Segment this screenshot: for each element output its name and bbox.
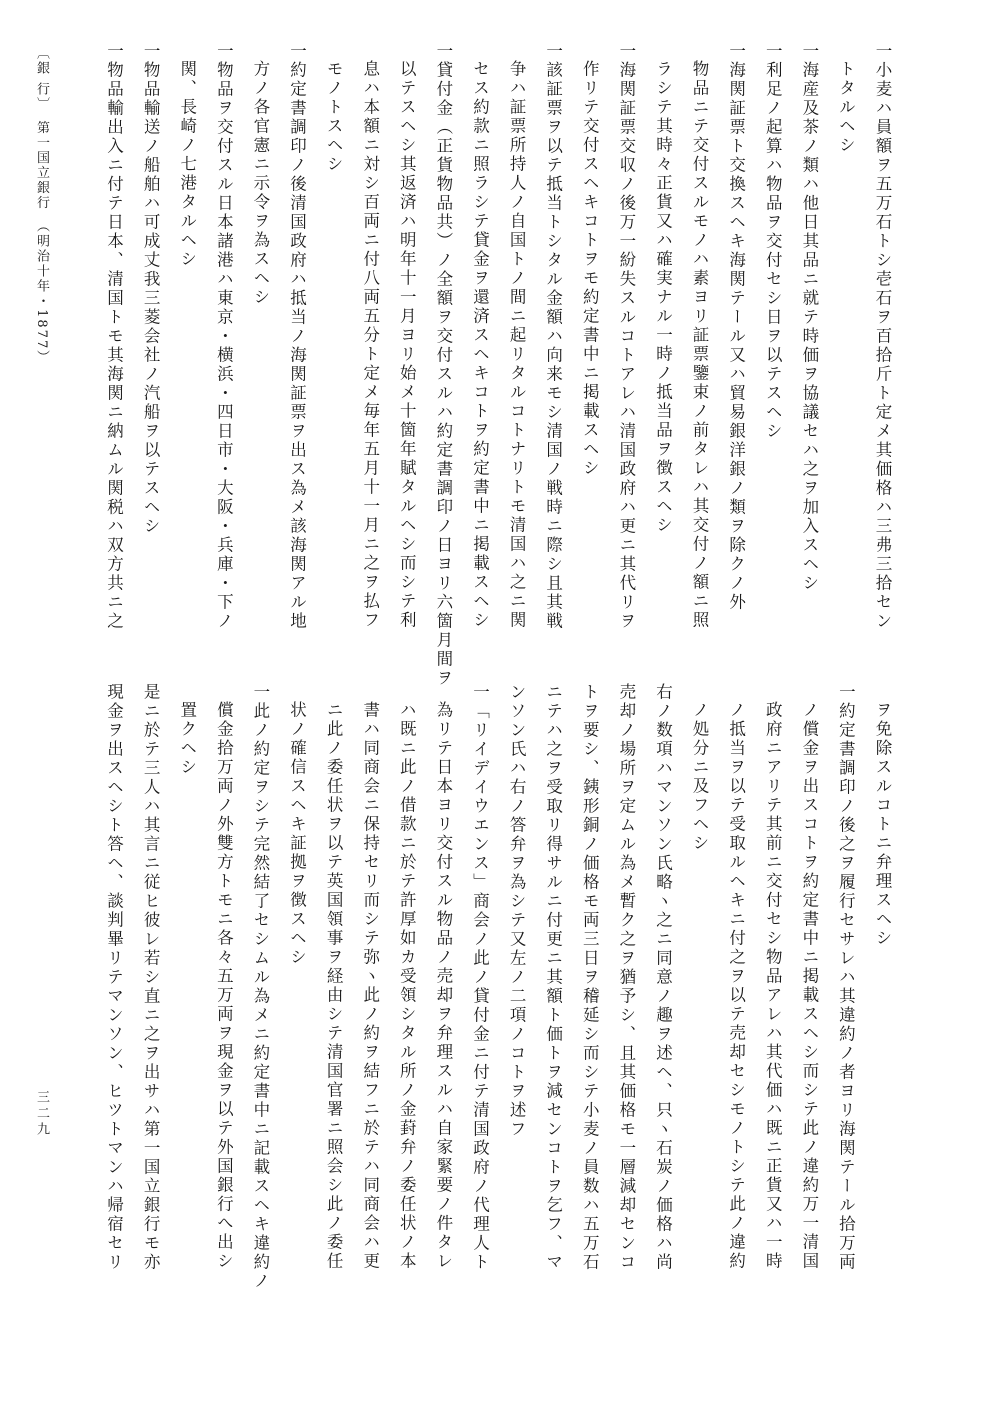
text-line: セス約款ニ照ラシテ貸金ヲ還済スヘキコトヲ約定書中ニ掲載スヘシ bbox=[470, 60, 490, 630]
text-line: ノ償金ヲ出スコトヲ約定書中ニ掲載スヘシ而シテ此ノ違約万一清国 bbox=[799, 701, 819, 1271]
text-line: 一「リイデイウエンス」商会ノ此ノ貸付金ニ付テ清国政府ノ代理人ト bbox=[470, 683, 490, 1272]
text-line: 書ハ同商会ニ保持セリ而シテ弥ヽ此ノ約ヲ結フニ於テハ同商会ハ更 bbox=[360, 701, 380, 1271]
text-line: 作リテ交付スヘキコトヲモ約定書中ニ掲載スヘシ bbox=[580, 60, 600, 478]
text-line: 一海産及茶ノ類ハ他日其品ニ就テ時価ヲ協議セハ之ヲ加入スヘシ bbox=[799, 42, 819, 593]
running-header: 〔銀 行〕 第一国立銀行 （明治十年・1877） bbox=[34, 46, 49, 366]
text-line: 物品ニテ交付スルモノハ素ヨリ証票鑒束ノ前タレハ其交付ノ額ニ照 bbox=[690, 60, 710, 630]
text-line: ハ既ニ此ノ借款ニ於テ許厚如カ受領シタル所ノ金葑弁ノ委任状ノ本 bbox=[397, 701, 417, 1271]
text-line: トタルヘシ bbox=[836, 60, 856, 155]
text-line: ノ処分ニ及フヘシ bbox=[690, 701, 710, 853]
text-line: 置クヘシ bbox=[177, 701, 197, 777]
text-line: 一小麦ハ員額ヲ五万石トシ壱石ヲ百拾斤ト定メ其価格ハ三弗三拾セン bbox=[873, 42, 892, 631]
text-line: 関、長崎ノ七港タルヘシ bbox=[177, 60, 197, 269]
text-line: 一物品輸出入ニ付テ日本、清国トモ其海関ニ納ムル関税ハ双方共ニ之 bbox=[104, 42, 124, 631]
text-line: ニ此ノ委任状ヲ以テ英国領事ヲ経由シテ清国官署ニ照会シ此ノ委任 bbox=[324, 701, 344, 1271]
text-line: 一約定書調印ノ後清国政府ハ抵当ノ海関証票ヲ出ス為メ該海関アル地 bbox=[287, 42, 307, 631]
text-line: ノ抵当ヲ以テ受取ルヘキニ付之ヲ以テ売却セシモノトシテ此ノ違約 bbox=[726, 701, 746, 1271]
text-line: 売却ノ場所ヲ定ムル為メ暫ク之ヲ猶予シ、且其価格モ一層減却センコ bbox=[616, 683, 636, 1272]
text-line: 是ニ於テ三人ハ其言ニ従ヒ彼レ若シ直ニ之ヲ出サハ第一国立銀行モ亦 bbox=[141, 683, 161, 1272]
text-line: 償金拾万両ノ外雙方トモニ各々五万両ヲ現金ヲ以テ外国銀行へ出シ bbox=[214, 701, 234, 1271]
text-line: 為リテ日本ヨリ交付スル物品ノ売却ヲ弁理スルハ自家緊要ノ件タレ bbox=[433, 701, 453, 1271]
text-line: 一物品輸送ノ船舶ハ可成丈我三菱会社ノ汽船ヲ以テスヘシ bbox=[141, 42, 161, 536]
text-line: ンソン氏ハ右ノ答弁ヲ為シテ又左ノ二項ノコトヲ述フ bbox=[507, 683, 527, 1139]
text-line: ニテハ之ヲ受取リ得サルニ付更ニ其額ト価トヲ減センコトヲ乞フ、マ bbox=[543, 683, 563, 1272]
text-line: 一海関証票交収ノ後万一紛失スルコトアレハ清国政府ハ更ニ其代リヲ bbox=[616, 42, 636, 631]
text-line: 状ノ確信スヘキ証拠ヲ徴スヘシ bbox=[287, 701, 307, 967]
text-line: 一約定書調印ノ後之ヲ履行セサレハ其違約ノ者ヨリ海関テール拾万両 bbox=[836, 683, 856, 1272]
text-line: 争ハ証票所持人ノ自国トノ間ニ起リタルコトナリトモ清国ハ之ニ関 bbox=[507, 60, 527, 630]
text-line: 一物品ヲ交付スル日本諸港ハ東京・横浜・四日市・大阪・兵庫・下ノ bbox=[214, 42, 234, 631]
upper-text-block bbox=[95, 42, 900, 688]
text-line: 一該証票ヲ以テ抵当トシタル金額ハ向来モシ清国ノ戦時ニ際シ且其戦 bbox=[543, 42, 563, 631]
text-line: 方ノ各官憲ニ示令ヲ為スヘシ bbox=[250, 60, 270, 307]
text-line: トヲ要シ、銕形銅ノ価格モ両三日ヲ稽延シ而シテ小麦ノ員数ハ五万石 bbox=[580, 683, 600, 1272]
text-line: ヲ免除スルコトニ弁理スヘシ bbox=[873, 701, 892, 948]
text-line: ラシテ其時々正貨又ハ確実ナル一時ノ抵当品ヲ徴スヘシ bbox=[653, 60, 673, 535]
text-line: 現金ヲ出スヘシト答ヘ、談判畢リテマンソン、ヒツトマンハ帰宿セリ bbox=[104, 683, 124, 1272]
text-line: 以テスヘシ其返済ハ明年十一月ヨリ始メ十箇年賦タルヘシ而シテ利 bbox=[397, 60, 417, 630]
text-line: 一此ノ約定ヲシテ完然結了セシムル為メニ約定書中ニ記載スヘキ違約ノ bbox=[250, 683, 270, 1291]
text-line: 政府ニアリテ其前ニ交付セシ物品アレハ其代価ハ既ニ正貨又ハ一時 bbox=[763, 701, 783, 1271]
text-line: 息ハ本額ニ対シ百両ニ付八両五分ト定メ毎年五月十一月ニ之ヲ払フ bbox=[360, 60, 380, 630]
page-number: 三二九 bbox=[34, 1090, 49, 1138]
text-line: 一貸付金（正貨物品共）ノ全額ヲ交付スルハ約定書調印ノ日ヨリ六箇月間ヲ bbox=[433, 42, 453, 688]
text-line: 一利足ノ起算ハ物品ヲ交付セシ日ヲ以テスヘシ bbox=[763, 42, 783, 441]
lower-text-block bbox=[95, 683, 900, 1303]
text-line: モノトスヘシ bbox=[324, 60, 344, 174]
text-line: 右ノ数項ハマンソン氏略ヽ之ニ同意ノ趣ヲ述ヘ、只ヽ石炭ノ価格ハ尚 bbox=[653, 683, 673, 1272]
text-line: 一海関証票ト交換スヘキ海関テール又ハ貿易銀洋銀ノ類ヲ除クノ外 bbox=[726, 42, 746, 612]
